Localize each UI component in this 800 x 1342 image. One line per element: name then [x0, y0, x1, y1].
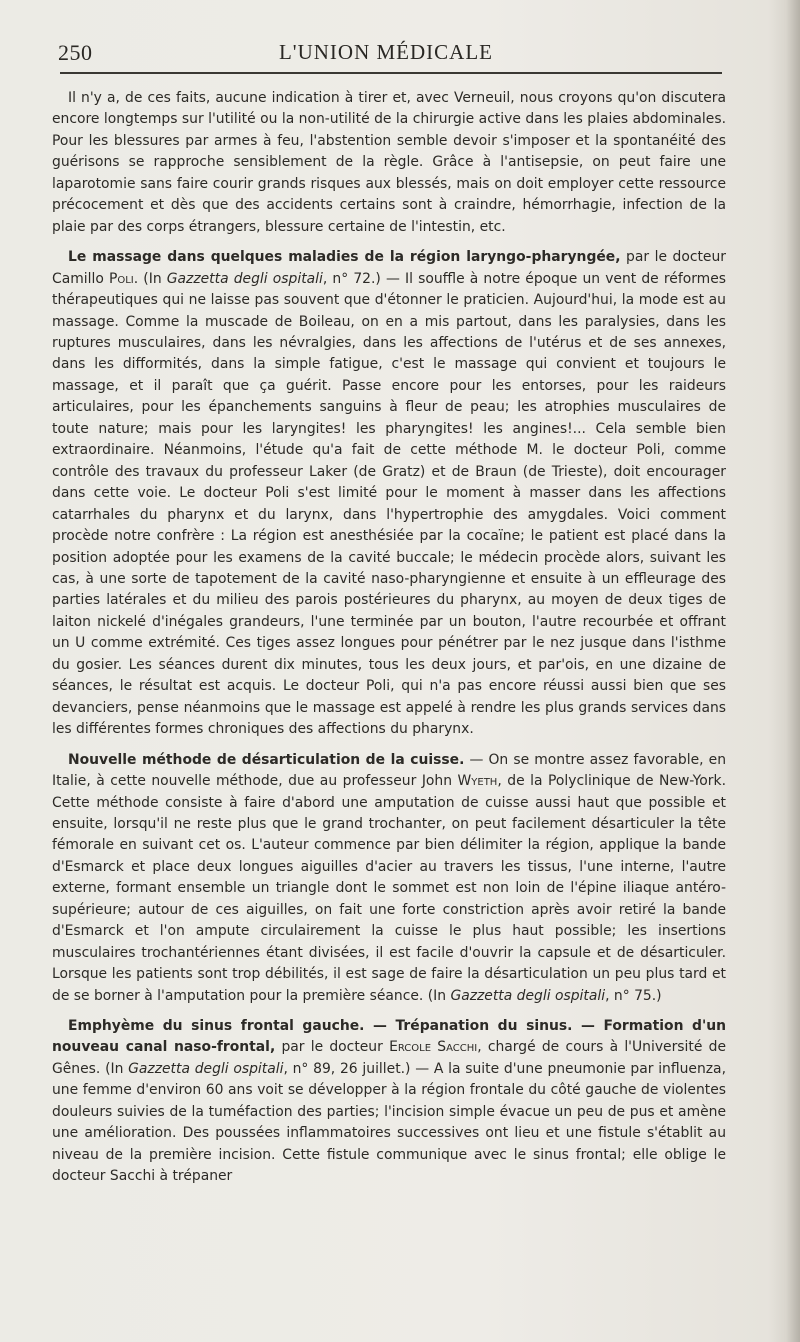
paragraph-frontal-sinus: Emphyème du sinus frontal gauche. — Trépanation du sinus. — Formation d'un nouveau canal naso-frontal, par le docteur Ercole Sacchi, chargé de cours à l'Université de Gênes. (In Gazzetta degli ospitali, n° 89, 26 juillet.) — A la suite d'une pneumonie par influenza, une femme d'environ 60 ans voit se développer à la région frontale du côté gauche de violentes douleurs suivies de la tuméfaction des parties; l'incision simple évacue un peu de pus et amène une amélioration. Des poussées inflammatoires successives ont lieu et une fistule s'établit au niveau de la première incision. Cette fistule communique avec le sinus frontal; elle oblige le docteur Sacchi à trépaner	[52, 1018, 726, 1185]
header-rule	[60, 72, 722, 74]
page-header	[52, 40, 720, 70]
author-name: Ercole Sacchi	[389, 1039, 478, 1056]
section-heading-massage: Le massage dans quelques maladies de la région laryngo-pharyngée,	[68, 249, 621, 266]
author-name: Poli	[108, 270, 134, 287]
article-body	[52, 88, 726, 1197]
paragraph-abdominal-wounds: Il n'y a, de ces faits, aucune indication à tirer et, avec Verneuil, nous croyons qu'on discutera encore longtemps sur l'utilité ou la non-utilité de la chirurgie active dans les plaies abdominales. Pour les blessures par armes à feu, l'abstention semble devoir s'imposer et la spontanéité des guérisons se rapproche sensiblement de la règle. Grâce à l'antisepsie, on peut faire une laparotomie sans faire courir grands risques aux blessés, mais on doit employer cette ressource précocement et dès que des accidents certains sont à craindre, hémorrhagie, infection de la plaie par des corps étrangers, blessure certaine de l'intestin, etc.	[52, 90, 726, 235]
page-edge-shadow	[786, 0, 800, 1342]
paragraph-massage: Le massage dans quelques maladies de la région laryngo-pharyngée, par le docteur Camillo Poli. (In Gazzetta degli ospitali, n° 72.) — Il souffle à notre époque un vent de réformes thérapeutiques qui ne laisse pas souvent que d'étonner le praticien. Aujourd'hui, la mode est au massage. Comme la muscade de Boileau, on en a mis partout, dans les paralysies, dans les ruptures musculaires, dans les névralgies, dans les affections de l'utérus et de ses annexes, dans les difformités, dans la simple fatigue, c'est le massage qui convient et toujours le massage, et il paraît que ça guérit. Passe encore pour les entorses, pour les raideurs articulaires, pour les épanchements sanguins à fleur de peau; les atrophies musculaires de toute nature; mais pour les laryngites! les pharyngites! les angines!... Cela semble bien extraordinaire. Néanmoins, l'étude qu'a fait de cette méthode M. le docteur Poli, comme contrôle des travaux du professeur Laker (de Gratz) et de Braun (de Trieste), doit encourager dans cette voie. Le docteur Poli s'est limité pour le moment à masser dans les affections catarrhales du pharynx et du larynx, dans l'hypertrophie des amygdales. Voici comment procède notre confrère : La région est anesthésiée par la cocaïne; le patient est placé dans la position adoptée pour les examens de la cavité buccale; le médecin procède alors, suivant les cas, à une sorte de tapotement de la cavité naso-pharyngienne et ensuite à un effleurage des parties latérales et du milieu des parois postérieures du pharynx, au moyen de deux tiges de laiton nickelé d'inégales grandeurs, l'une terminée par un bouton, l'autre recourbée et offrant un U comme extrémité. Ces tiges assez longues pour pénétrer par le nez jusque dans l'isthme du gosier. Les séances durent dix minutes, tous les deux jours, et par'ois, en une dizaine de séances, le résultat est acquis. Le docteur Poli, qui n'a pas encore réussi aussi bien que ses devanciers, pense néanmoins que le massage est appelé à rendre les plus grands services dans les différentes formes chroniques des affections du pharynx.	[52, 249, 726, 738]
running-head: L'UNION MÉDICALE	[278, 40, 493, 64]
page-number: 250	[58, 40, 93, 65]
author-name: Wyeth	[457, 773, 498, 790]
journal-citation: Gazzetta degli ospitali	[450, 987, 606, 1004]
journal-citation: Gazzetta degli ospitali	[166, 270, 323, 287]
journal-citation: Gazzetta degli ospitali	[128, 1060, 284, 1077]
section-heading-disarticulation: Nouvelle méthode de désarticulation de la cuisse.	[68, 751, 465, 768]
section-heading-frontal-sinus: Emphyème du sinus frontal gauche. — Trépanation du sinus. — Formation d'un nouveau canal naso-frontal,	[52, 1018, 726, 1056]
paragraph-hip-disarticulation: Nouvelle méthode de désarticulation de la cuisse. — On se montre assez favorable, en Italie, à cette nouvelle méthode, due au professeur John Wyeth, de la Polyclinique de New-York. Cette méthode consiste à faire d'abord une amputation de cuisse aussi haut que possible et ensuite, lorsqu'il ne reste plus que le grand trochanter, on peut facilement désarticuler la tête fémorale en suivant cet os. L'auteur commence par bien délimiter la région, applique la bande d'Esmarck et place deux longues aiguilles d'acier au travers les tissus, l'une interne, l'autre externe, formant ensemble un triangle dont le sommet est non loin de l'épine iliaque antéro-supérieure; autour de ces aiguilles, on fait une forte constriction après avoir retiré la bande d'Esmarck et l'on ampute circulairement la cuisse le plus haut possible; les insertions musculaires trochantériennes étant divisées, il est facile d'ouvrir la capsule et de désarticuler. Lorsque les patients sont trop débilités, il est sage de faire la désarticulation un peu plus tard et de se borner à l'amputation pour la première séance. (In Gazzetta degli ospitali, n° 75.)	[52, 751, 726, 1004]
